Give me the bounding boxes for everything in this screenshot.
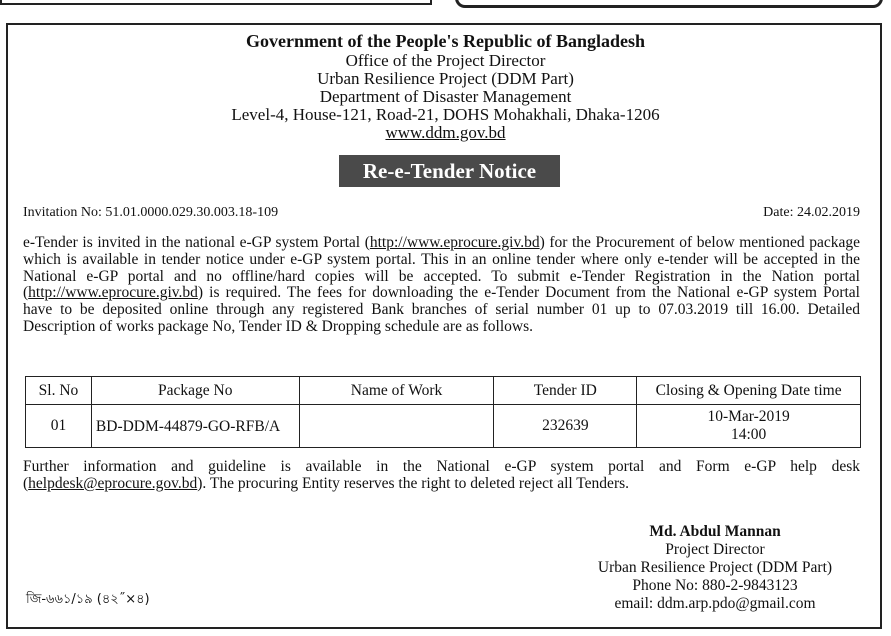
footer-text-2: ). The procuring Entity reserves the right to deleted reject all Tenders.: [197, 475, 630, 492]
header-department: Department of Disaster Management: [319, 87, 572, 106]
signatory-email: email: ddm.arp.pdo@gmail.com: [614, 595, 816, 612]
body-text-3: ) is required. The fees for downloading the e-Tender Document from the National e-GP system Portal have to be deposited online through any registered Bank branches of serial number 01 up to 07.03.2019 till 16.00. Detailed Description of works package No, Tender ID & Dropping schedule are as follows.: [23, 284, 860, 335]
column-header-tender-id: Tender ID: [494, 377, 637, 405]
closing-time: 14:00: [730, 426, 767, 443]
column-header-package-no: Package No: [91, 377, 299, 405]
header-project: Urban Resilience Project (DDM Part): [317, 69, 574, 88]
signatory-name: Md. Abdul Mannan: [649, 523, 781, 540]
column-header-name-of-work: Name of Work: [299, 377, 494, 405]
top-right-box-edge: [455, 0, 883, 8]
cell-closing-opening: [637, 405, 861, 448]
cell-name-of-work: [299, 405, 494, 448]
footer-text-1: Further information and guideline is available in the National e-GP system portal and Form e-GP help desk (: [23, 458, 860, 492]
column-header-closing-opening: Closing & Opening Date time: [637, 377, 861, 405]
signatory-project: Urban Resilience Project (DDM Part): [597, 559, 833, 576]
cell-sl-no: 01: [26, 405, 92, 448]
cell-package-no: BD-DDM-44879-GO-RFB/A: [91, 405, 299, 448]
footer-paragraph: [23, 458, 860, 492]
header-website-link[interactable]: www.ddm.gov.bd: [385, 123, 506, 142]
eprocure-link-2[interactable]: http://www.eprocure.giv.bd: [28, 284, 198, 302]
body-text-1: e-Tender is invited in the national e-GP system Portal (: [23, 234, 370, 251]
closing-date: 10-Mar-2019: [707, 408, 790, 425]
signatory-phone: Phone No: 880-2-9843123: [632, 577, 798, 594]
print-code: জি-৬৬১/১৯ (৪২˝×৪): [26, 592, 150, 607]
table-header-row: [26, 377, 861, 405]
invitation-number: Invitation No: 51.01.0000.029.30.003.18-109: [23, 205, 279, 220]
eprocure-link-1[interactable]: http://www.eprocure.giv.bd: [369, 234, 540, 251]
header-government: Government of the People's Republic of Bangladesh: [246, 31, 645, 51]
cell-tender-id: 232639: [494, 405, 637, 448]
table-row: [26, 405, 861, 448]
signatory-title: Project Director: [665, 541, 765, 558]
header-address: Level-4, House-121, Road-21, DOHS Mohakhali, Dhaka-1206: [231, 105, 660, 124]
header-office: Office of the Project Director: [345, 51, 546, 70]
column-header-sl-no: Sl. No: [26, 377, 92, 405]
tender-table: [25, 376, 861, 448]
notice-date: Date: 24.02.2019: [763, 205, 860, 220]
top-left-box-edge: [0, 0, 432, 5]
body-paragraph: [23, 235, 860, 336]
body-text-2: ) for the Procurement of below mentioned package which is available in tender notice under e-GP system portal. This in an online tender where only e-tender will be accepted in the National e-GP portal and no offline/hard copies will be accepted. To submit e-Tender Registration in the Nation portal (: [23, 234, 860, 302]
notice-title: Re-e-Tender Notice: [339, 155, 560, 187]
helpdesk-email-link[interactable]: helpdesk@eprocure.gov.bd: [28, 475, 198, 492]
